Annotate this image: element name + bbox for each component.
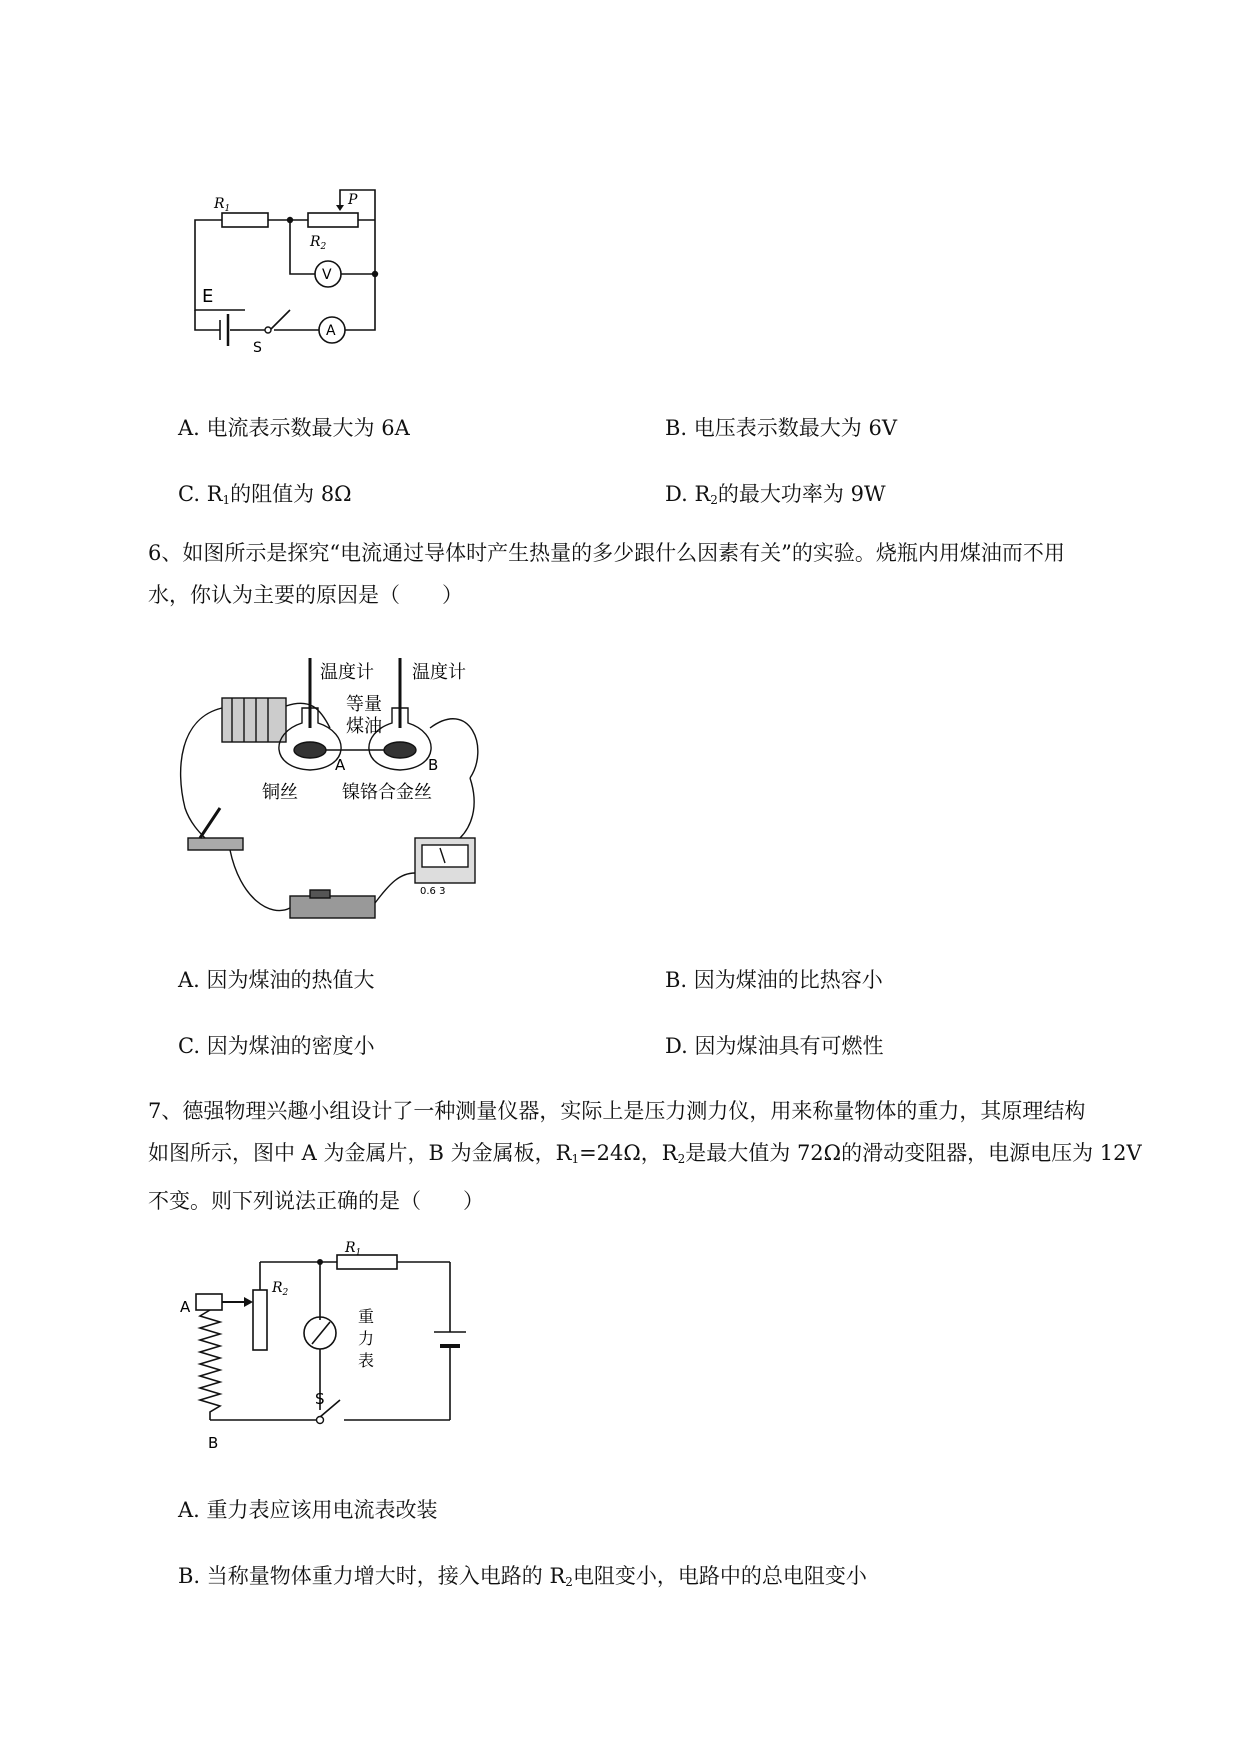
svg-text:R1: $R_1$: [345, 1240, 362, 1258]
q5-option-c: C. $R_1$的阻值为 8Ω: [178, 482, 352, 507]
resistor-r1: [337, 1255, 397, 1269]
label-r2: R: [272, 1280, 283, 1296]
q5-circuit-diagram: [180, 180, 410, 355]
label-r1: R: [214, 196, 225, 212]
label-e: E: [202, 286, 214, 307]
resistor-r1: [222, 213, 268, 227]
switch: [188, 838, 243, 850]
label-gauge-3: 表: [358, 1351, 375, 1370]
q6-option-c: C. 因为煤油的密度小: [178, 1034, 375, 1058]
label-r1: R: [345, 1240, 356, 1256]
q7-stem: 7、德强物理兴趣小组设计了一种测量仪器，实际上是压力测力仪，用来称量物体的重力，其原理结构 如图所示，图中 A 为金属片，B 为金属板，$R_1=24\Omega$，$R_2$是最大值为 72Ω的滑动变阻器，电源电压为 12V 不变。则下列说法正确的是（ ）: [148, 1099, 1142, 1213]
label-s: S: [253, 340, 262, 356]
label-gauge-2: 力: [358, 1329, 375, 1348]
label-p: P: [348, 192, 358, 208]
rheostat-r2: [308, 213, 358, 227]
q7-option-b: B. 当称量物体重力增大时，接入电路的 $R_2$电阻变小，电路中的总电阻变小: [178, 1564, 867, 1589]
label-b: B: [208, 1434, 219, 1452]
label-r2: R: [310, 234, 321, 250]
label-v: V: [322, 267, 332, 283]
label-thermometer-right: 温度计: [412, 662, 466, 683]
svg-text:R1: $R_1$: [214, 196, 231, 214]
label-flask-a: A: [335, 756, 346, 774]
label-a: A: [326, 323, 336, 339]
q6-option-b: B. 因为煤油的比热容小: [665, 968, 883, 992]
label-copper: 铜丝: [262, 782, 298, 803]
metal-piece-a: [196, 1294, 222, 1310]
label-gauge-1: 重: [358, 1307, 375, 1326]
q6-option-a: A. 因为煤油的热值大: [178, 968, 375, 992]
label-nichrome: 镍铬合金丝: [342, 782, 432, 803]
label-a: A: [180, 1298, 191, 1316]
label-meter-range: 0.6 3: [420, 886, 446, 897]
rheostat-r2: [253, 1290, 267, 1350]
q7-option-a: A. 重力表应该用电流表改装: [178, 1498, 438, 1522]
q6-experiment-figure: [170, 658, 525, 928]
svg-text:R2: $R_2$: [272, 1280, 289, 1298]
q6-stem: 6、如图所示是探究“电流通过导体时产生热量的多少跟什么因素有关”的实验。烧瓶内用煤油而不用 水，你认为主要的原因是（ ）: [148, 541, 1065, 607]
q5-option-a: A. 电流表示数最大为 6A: [178, 416, 410, 440]
q5-option-b: B. 电压表示数最大为 6V: [665, 416, 897, 440]
rheostat: [290, 896, 375, 918]
q5-option-d: D. $R_2$的最大功率为 9W: [665, 482, 886, 507]
q6-option-d: D. 因为煤油具有可燃性: [665, 1034, 884, 1058]
label-flask-b: B: [428, 756, 439, 774]
spring: [200, 1310, 220, 1420]
label-oil-2: 煤油: [346, 716, 382, 737]
label-s: S: [315, 1390, 325, 1408]
label-oil-1: 等量: [346, 694, 382, 715]
q7-circuit-diagram: [180, 1240, 470, 1465]
svg-text:R2: $R_2$: [310, 234, 327, 252]
label-thermometer-left: 温度计: [320, 662, 374, 683]
